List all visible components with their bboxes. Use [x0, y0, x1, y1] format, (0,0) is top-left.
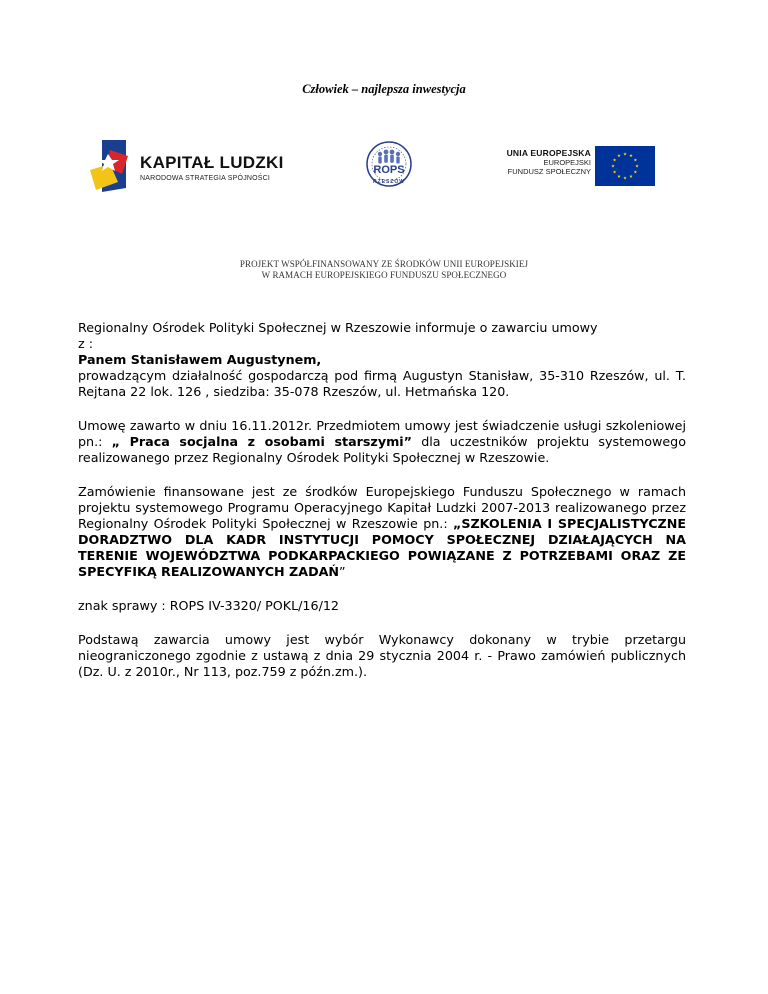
case-reference: znak sprawy : ROPS IV-3320/ POKL/16/12	[78, 598, 339, 613]
contract-text-end: dla uczestników projektu systemowego realizowanego przez Regionalny Ośrodek Polityki Społecznej w Rzeszowie.	[78, 434, 686, 465]
kapital-ludzki-title: KAPITAŁ LUDZKI	[140, 153, 284, 172]
funding-text-end: ”	[339, 564, 346, 579]
contract-text: Umowę zawarto w dniu 16.11.2012r. Przedmiotem umowy jest świadczenie usługi szkoleniowej pn.:	[78, 418, 686, 449]
ue-line1: EUROPEJSKI	[543, 158, 591, 167]
funding-paragraph	[78, 484, 686, 580]
header-tagline: Człowiek – najlepsza inwestycja	[302, 82, 466, 96]
contract-paragraph	[78, 418, 686, 466]
legal-basis-paragraph: Podstawą zawarcia umowy jest wybór Wykonawcy dokonany w trybie przetargu nieograniczonego zgodnie z ustawą z dnia 29 stycznia 2004 r. - Prawo zamówień publicznych (Dz. U. z 2010r., Nr 113, poz.759 z późn.zm.).	[78, 632, 686, 679]
ue-efs-text	[507, 148, 591, 176]
intro-line-2: z :	[78, 336, 93, 351]
rops-logo-city: RZESZÓW	[373, 179, 405, 185]
training-title: „ Praca socjalna z osobami starszymi”	[111, 434, 412, 449]
project-cofinancing-note	[0, 259, 768, 281]
intro-line: Regionalny Ośrodek Polityki Społecznej w Rzeszowie informuje o zawarciu umowy	[78, 320, 598, 335]
eu-flag-icon	[595, 146, 655, 186]
ue-line2: FUNDUSZ SPOŁECZNY	[507, 167, 591, 176]
project-note-line1: PROJEKT WSPÓŁFINANSOWANY ZE ŚRODKÓW UNII EUROPEJSKIEJ	[239, 259, 529, 269]
rops-logo	[356, 140, 422, 192]
kapital-ludzki-logo	[88, 140, 288, 192]
project-note-line2: W RAMACH EUROPEJSKIEGO FUNDUSZU SPOŁECZNEGO	[261, 270, 507, 280]
project-title: „SZKOLENIA I SPECJALISTYCZNE DORADZTWO DLA KADR INSTYTUCJI POMOCY SPOŁECZNEJ DZIAŁAJĄCYCH NA TERENIE WOJEWÓDZTWA PODKARPACKIEGO POWIĄZANE Z POTRZEBAMI ORAZ ZE SPECYFIKĄ REALIZOWANYCH ZADAŃ	[78, 516, 686, 579]
ue-efs-logo	[495, 144, 655, 186]
kapital-ludzki-emblem-icon	[88, 140, 138, 192]
kapital-ludzki-subtitle: NARODOWA STRATEGIA SPÓJNOŚCI	[140, 175, 271, 182]
people-icon	[378, 150, 400, 164]
contractor-name: Panem Stanisławem Augustynem,	[78, 352, 322, 367]
funding-text: Zamówienie finansowane jest ze środków Europejskiego Funduszu Społecznego w ramach projektu systemowego Programu Operacyjnego Kapitał Ludzki 2007-2013 realizowanego przez Regionalny Ośrodek Polityki Społecznej w Rzeszowie pn.:	[78, 484, 686, 531]
announcement-body	[78, 320, 686, 680]
ue-title: UNIA EUROPEJSKA	[506, 148, 591, 158]
contractor-details: prowadzącym działalność gospodarczą pod firmą Augustyn Stanisław, 35-310 Rzeszów, ul. T. Rejtana 22 lok. 126 , siedziba: 35-078 Rzeszów, ul. Hetmańska 120.	[78, 368, 686, 399]
rops-logo-name: ROPS	[373, 164, 405, 176]
